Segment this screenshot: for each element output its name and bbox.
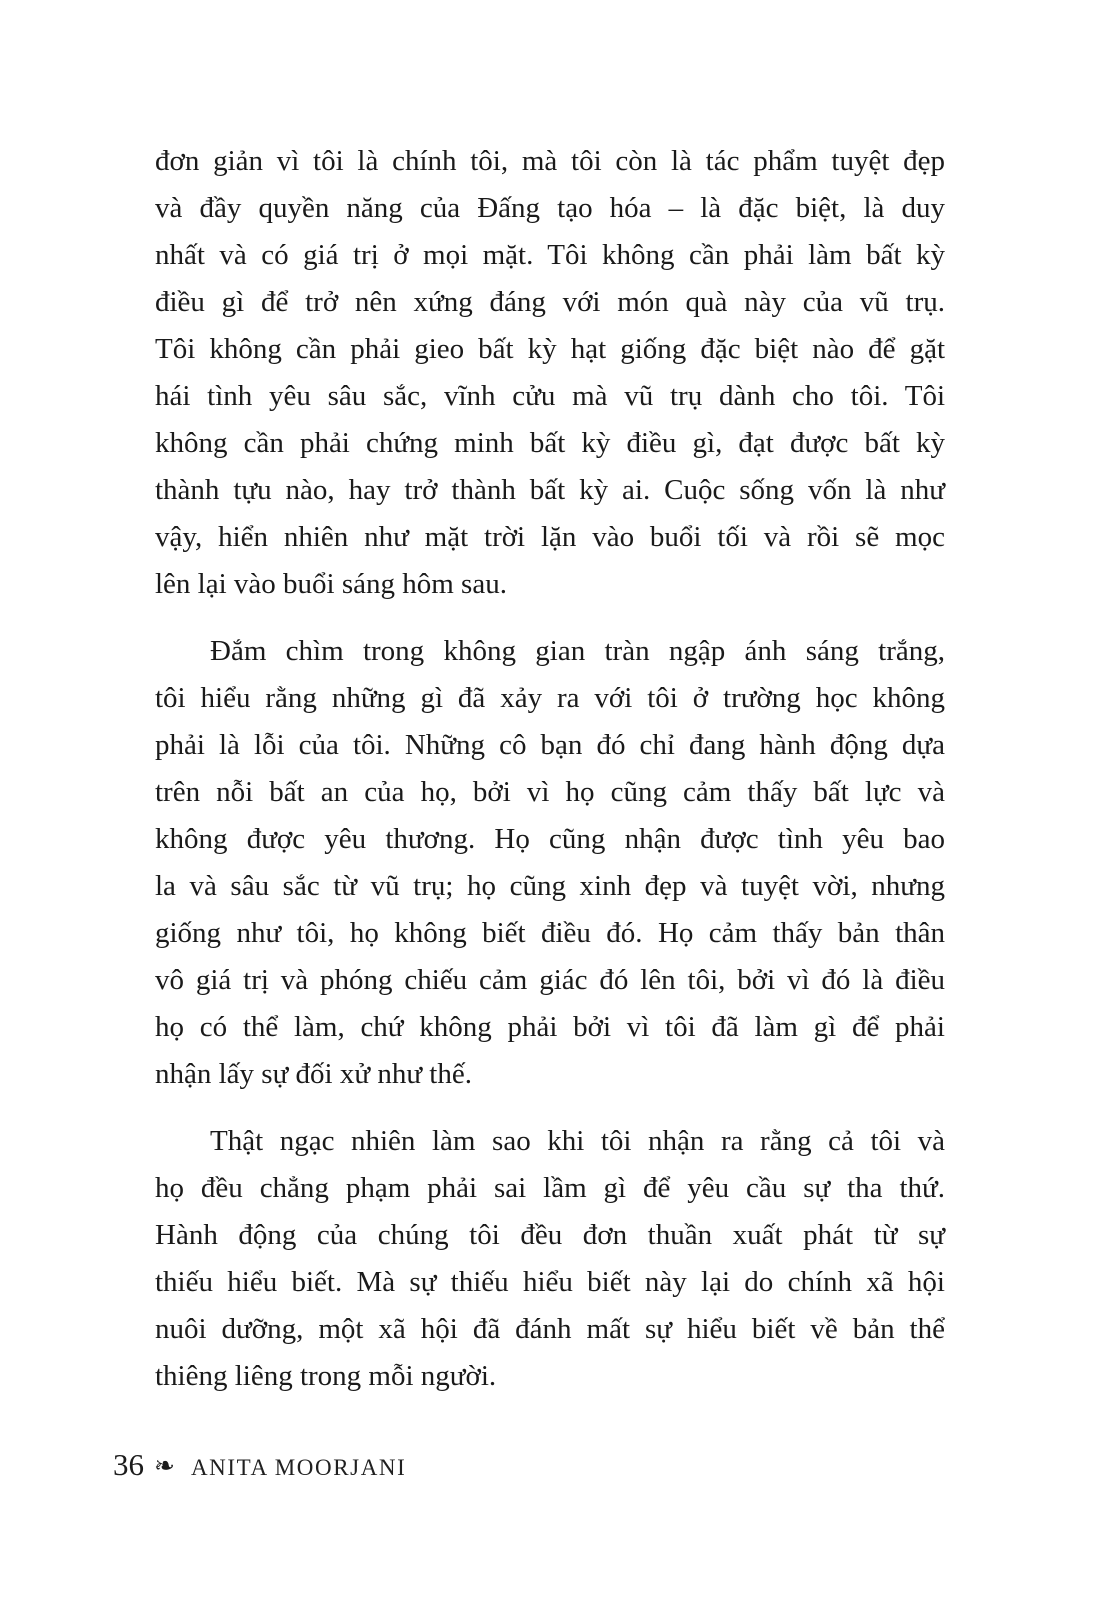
paragraph bbox=[155, 1118, 945, 1400]
text-line: vô giá trị và phóng chiếu cảm giác đó lên tôi, bởi vì đó là điều bbox=[155, 964, 945, 996]
text-line: không được yêu thương. Họ cũng nhận được tình yêu bao bbox=[155, 823, 945, 855]
text-line: Thật ngạc nhiên làm sao khi tôi nhận ra rằng cả tôi và bbox=[210, 1125, 945, 1157]
text-line: họ đều chẳng phạm phải sai lầm gì để yêu cầu sự tha thứ. bbox=[155, 1172, 945, 1204]
text-line: lên lại vào buổi sáng hôm sau. bbox=[155, 568, 507, 600]
text-line: nhất và có giá trị ở mọi mặt. Tôi không cần phải làm bất kỳ bbox=[155, 239, 945, 271]
text-line: nhận lấy sự đối xử như thế. bbox=[155, 1058, 472, 1090]
paragraph bbox=[155, 628, 945, 1098]
text-line: họ có thể làm, chứ không phải bởi vì tôi đã làm gì để phải bbox=[155, 1011, 945, 1043]
text-line: Tôi không cần phải gieo bất kỳ hạt giống đặc biệt nào để gặt bbox=[155, 333, 945, 365]
text-line: tôi hiểu rằng những gì đã xảy ra với tôi ở trường học không bbox=[155, 682, 945, 714]
text-line: và đầy quyền năng của Đấng tạo hóa – là đặc biệt, là duy bbox=[155, 192, 945, 224]
running-footer-author: ANITA MOORJANI bbox=[190, 1455, 407, 1480]
text-line: nuôi dưỡng, một xã hội đã đánh mất sự hiểu biết về bản thể bbox=[155, 1313, 945, 1345]
text-line: điều gì để trở nên xứng đáng với món quà này của vũ trụ. bbox=[155, 286, 945, 318]
text-line: la và sâu sắc từ vũ trụ; họ cũng xinh đẹp và tuyệt vời, nhưng bbox=[155, 870, 945, 902]
text-line: giống như tôi, họ không biết điều đó. Họ cảm thấy bản thân bbox=[155, 917, 945, 949]
fleuron-ornament-icon: ❧ bbox=[154, 1451, 175, 1480]
text-line: Đắm chìm trong không gian tràn ngập ánh sáng trắng, bbox=[210, 635, 945, 667]
text-line: Hành động của chúng tôi đều đơn thuần xuất phát từ sự bbox=[155, 1219, 945, 1251]
page-body-text bbox=[155, 138, 945, 1420]
paragraph bbox=[155, 138, 945, 608]
text-line: đơn giản vì tôi là chính tôi, mà tôi còn là tác phẩm tuyệt đẹp bbox=[155, 145, 945, 177]
page-number: 36 bbox=[113, 1447, 144, 1482]
text-line: không cần phải chứng minh bất kỳ điều gì, đạt được bất kỳ bbox=[155, 427, 945, 459]
text-line: thành tựu nào, hay trở thành bất kỳ ai. Cuộc sống vốn là như bbox=[155, 474, 945, 506]
text-line: vậy, hiển nhiên như mặt trời lặn vào buổi tối và rồi sẽ mọc bbox=[155, 521, 945, 553]
text-line: trên nỗi bất an của họ, bởi vì họ cũng cảm thấy bất lực và bbox=[155, 776, 945, 808]
text-line: hái tình yêu sâu sắc, vĩnh cửu mà vũ trụ dành cho tôi. Tôi bbox=[155, 380, 945, 412]
page-footer bbox=[113, 1448, 406, 1482]
text-line: thiếu hiểu biết. Mà sự thiếu hiểu biết này lại do chính xã hội bbox=[155, 1266, 945, 1298]
text-line: thiêng liêng trong mỗi người. bbox=[155, 1360, 497, 1392]
text-line: phải là lỗi của tôi. Những cô bạn đó chỉ đang hành động dựa bbox=[155, 729, 945, 761]
